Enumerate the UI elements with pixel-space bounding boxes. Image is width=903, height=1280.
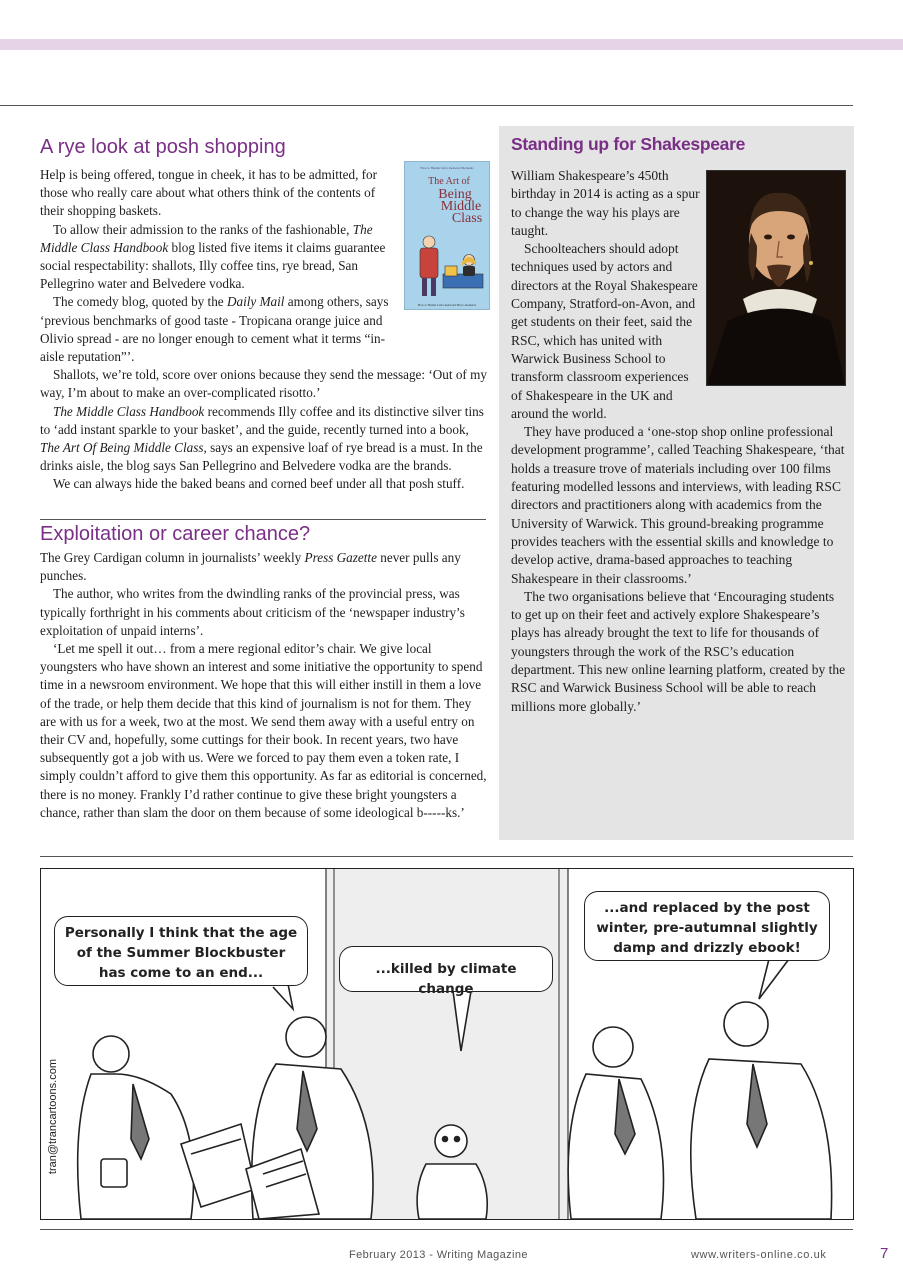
article-title: Exploitation or career chance? — [40, 523, 311, 545]
paragraph: Shallots, we’re told, score over onions because they send the message: ‘Out of my way, I’m about to make an over-complicated risotto.’ — [40, 367, 487, 401]
paragraph: The Middle Class Handbook recommends Illy coffee and its distinctive silver tins to ‘add instant sparkle to your basket’, and the guide, recently turned into a book, The Art Of Being Middle Class, says an expensive loaf of rye bread is a must. In the drinks aisle, the blog says San Pellegrino and Belvedere vodka are the brands. — [40, 403, 484, 474]
paragraph: The author, who writes from the dwindling ranks of the provincial press, was typically forthright in his comments about criticism of the ‘newspaper industry’s exploitation of unpaid interns’. — [40, 586, 465, 638]
article-body — [40, 549, 488, 822]
speech-bubble-3: ...and replaced by the post winter, pre-autumnal slightly damp and drizzly ebook! — [584, 891, 830, 961]
footer-website-link[interactable]: www.writers-online.co.uk — [691, 1249, 827, 1261]
paragraph: The Grey Cardigan column in journalists’ weekly Press Gazette never pulls any punches. — [40, 550, 461, 584]
sidebar-title: Standing up for Shakespeare — [511, 134, 746, 154]
portrait-illustration — [707, 171, 845, 385]
top-color-band — [0, 39, 903, 50]
book-cover-illustration — [405, 162, 489, 309]
page-number: 7 — [880, 1245, 889, 1262]
article-rye-look — [40, 134, 488, 494]
shakespeare-portrait — [706, 170, 846, 386]
paragraph: ‘Let me spell it out… from a mere regional editor’s chair. We give local youngsters who have shown an interest and some initiative the opportunity to spend time in a newsroom environment. We hope that this will either instill in them a love of the trade, or help them decide that this kind of journalism is not for them. They are with us for a week, two at the most. We send them away with a useful entry on their CV and, hopefully, some cuttings for their book. In recent years, two have subsequently got a job with us. Were we forced to pay them even a token rate, I simply couldn’t afford to give them this opportunity. As far as editorial is concerned, there is no money. Frankly I’d rather continue to give these bright youngsters a chance, rather than slam the door on them because of some ideological b-----ks.’ — [40, 641, 487, 820]
section-divider — [40, 519, 486, 520]
cover-top-line: How to Handle Life's Awkward Moments — [420, 166, 474, 170]
footer-issue: February 2013 - Writing Magazine — [349, 1249, 528, 1261]
sidebar-box — [499, 126, 854, 840]
shakespeare-portrait-wrap — [706, 170, 846, 386]
article-title: A rye look at posh shopping — [40, 136, 286, 158]
paragraph: The two organisations believe that ‘Encouraging students to get up on their feet and actively explore Shakespeare’s plays has already brought the text to life for thousands of youngsters through the work of the RSC’s education department. This new online learning platform, created by the RSC and Warwick Business School will be able to reach millions more globally.’ — [511, 588, 846, 714]
header-divider — [0, 105, 853, 106]
cartoon-divider — [40, 856, 853, 857]
paragraph: We can always hide the baked beans and corned beef under all that posh stuff. — [53, 476, 465, 492]
cartoon-strip — [40, 868, 854, 1220]
cover-title-2: Being — [438, 187, 472, 202]
sidebar-body — [511, 167, 846, 716]
speech-bubble-1: Personally I think that the age of the Summer Blockbuster has come to an end... — [54, 916, 308, 986]
speech-bubble-2: ...killed by climate change — [339, 946, 553, 992]
cover-title-4: Class — [451, 211, 483, 226]
article-exploitation — [40, 521, 488, 822]
article-intro-block — [40, 166, 392, 366]
book-cover-image — [404, 161, 490, 310]
paragraph: William Shakespeare’s 450th birthday in 2014 is acting as a spur to change the way his plays are taught. — [511, 168, 700, 238]
cover-title-3: Middle — [440, 199, 482, 214]
cover-subtitle: How to Handle Life's Awkward Micro-moments — [417, 303, 477, 307]
paragraph: Schoolteachers should adopt techniques used by actors and directors at the Royal Shakespeare Company, Stratford-on-Avon, and get students on their feet, said the RSC, which has united with Warwick Business School to transform classroom experiences of Shakespeare in the UK and around the world. — [511, 241, 698, 421]
footer-divider — [40, 1229, 853, 1230]
paragraph: To allow their admission to the ranks of the fashionable, The Middle Class Handbook blog listed five items it claims guarantee social respectability: shallots, Illy coffee tins, rye bread, San Pellegrino water and Belvedere vodka. — [40, 221, 386, 292]
paragraph: They have produced a ‘one-stop shop online professional development programme’, called Teaching Shakespeare, ‘that holds a treasure trove of materials including over 100 films featuring modelled lessons and interviews, with leading RSC directors and practitioners along with academics from the University of Warwick. This ground-breaking programme provides teachers with the essential skills and knowledge to develop active, drama-based approaches to teaching Shakespeare in their classrooms.’ — [511, 424, 845, 586]
cartoon-credit: tran@trancartoons.com — [47, 1059, 59, 1175]
paragraph: Help is being offered, tongue in cheek, it has to be admitted, for those who really care about what others think of the contents of their shopping baskets. — [40, 167, 378, 219]
cover-title-1: The Art of — [428, 176, 470, 187]
paragraph: The comedy blog, quoted by the Daily Mail among others, says ‘previous benchmarks of good taste - Tropicana orange juice and Olivio spread - are no longer enough to cement what it terms “in-aisle reputation”’. — [40, 294, 389, 365]
